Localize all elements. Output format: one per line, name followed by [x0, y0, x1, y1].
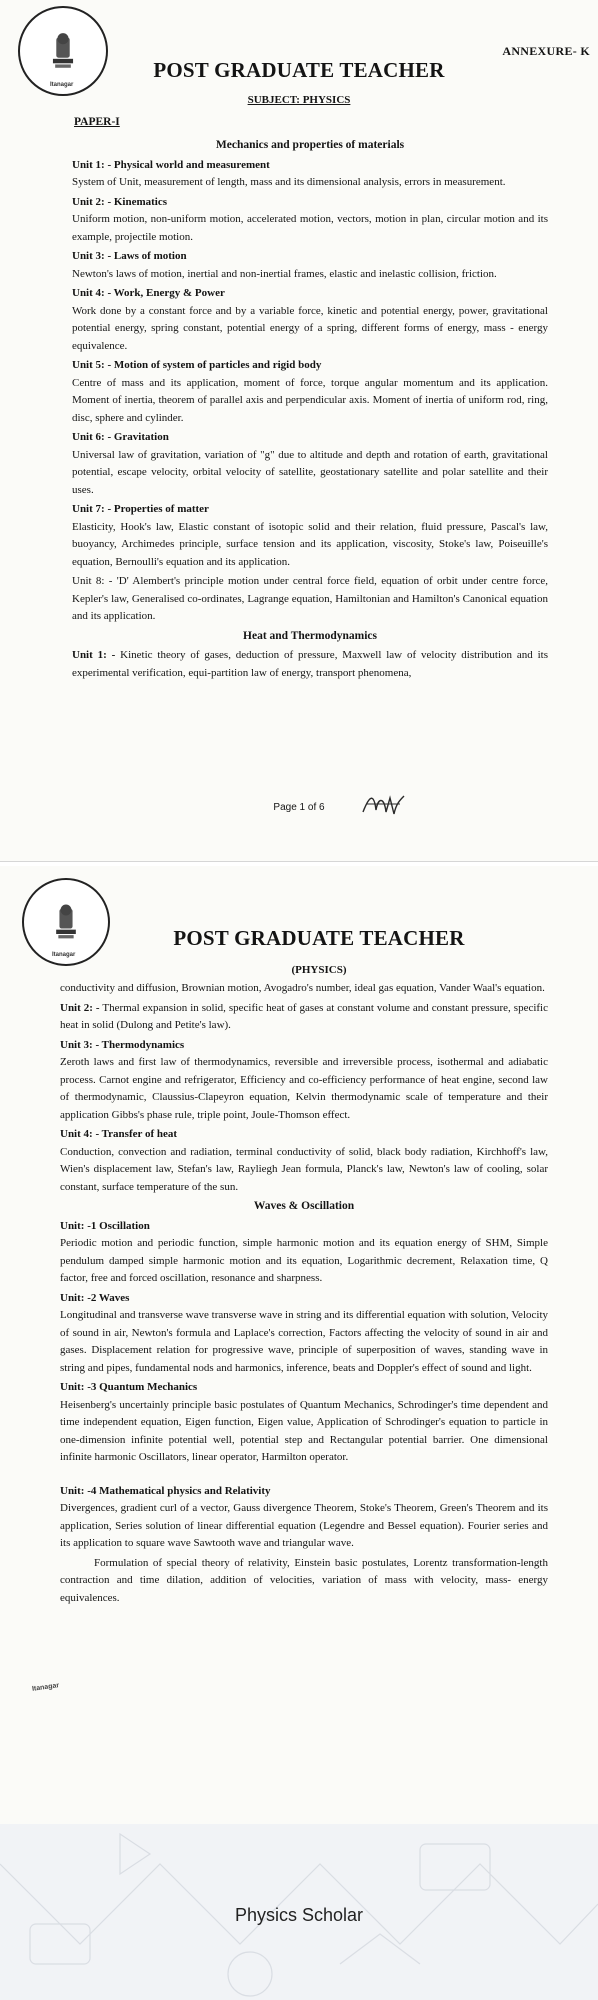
- section-heading: Waves & Oscillation: [253, 1200, 355, 1212]
- unit-body: Divergences, gradient curl of a vector, Gauss divergence Theorem, Stoke's Theorem, Green's Theorem and its application, Series solution of linear differential equation (Legendre and Bessel equation). Fourier series and its application to square wave Sawtooth wave and triangular wave.: [60, 1502, 548, 1549]
- unit-heading: Unit: -4 Mathematical physics and Relativity: [60, 1484, 271, 1497]
- page-title: POST GRADUATE TEACHER: [173, 926, 465, 950]
- annexure-label: ANNEXURE- K: [502, 44, 590, 58]
- paper-label: PAPER-I: [74, 116, 120, 128]
- unit-heading: Unit 4: - Work, Energy & Power: [72, 287, 225, 299]
- unit-heading: Unit 6: - Gravitation: [72, 431, 169, 443]
- continuation-text: conductivity and diffusion, Brownian motion, Avogadro's number, ideal gas equation, Vander Waal's equation.: [60, 982, 545, 994]
- unit-body: Newton's laws of motion, inertial and non-inertial frames, elastic and inelastic collision, friction.: [72, 267, 497, 280]
- unit-body: [72, 647, 548, 682]
- unit-heading: Unit 2: - Kinematics: [72, 195, 168, 208]
- unit-heading: Unit: -2 Waves: [60, 1291, 130, 1304]
- unit-heading: Unit 1: -: [72, 649, 116, 661]
- unit-heading: Unit 1: - Physical world and measurement: [72, 158, 270, 171]
- unit-heading: Unit 3: - Laws of motion: [72, 250, 187, 262]
- subject-heading: (PHYSICS): [291, 964, 347, 976]
- unit-body: [60, 1000, 548, 1035]
- unit-heading: Unit 3: - Thermodynamics: [60, 1038, 185, 1051]
- syllabus-content: [60, 980, 548, 1609]
- seal-city: Itanagar: [50, 82, 74, 88]
- subject-heading: SUBJECT: PHYSICS: [247, 94, 351, 106]
- seal-stamp: Itanagar: [31, 1682, 60, 1693]
- unit-heading: Unit: -3 Quantum Mechanics: [60, 1381, 198, 1393]
- unit-body: Elasticity, Hook's law, Elastic constant of isotopic solid and their relation, fluid pressure, Pascal's law, buoyancy, Archimedes principle, surface tension and its application, viscosity, Stoke's law, Poiseuille's equation, Bernoulli's equation and its application.: [72, 520, 548, 568]
- unit-heading: Unit: -1 Oscillation: [60, 1219, 150, 1232]
- section-heading: Mechanics and properties of materials: [215, 139, 405, 151]
- unit-body: Unit 8: - 'D' Alembert's principle motion under central force field, equation of orbit under centre force, Kepler's law, Generalised co-ordinates, Lagrange equation, Hamiltonian and Hamilton's Canonical equation and its application.: [72, 575, 548, 622]
- document-page-1: [0, 0, 598, 862]
- unit-body: Conduction, convection and radiation, terminal conductivity of solid, black body radiation, Kirchhoff's law, Wien's displacement law, Stefan's law, Rayliegh Jean formula, Planck's law, Newton's law of cooling, solar constant, surface temperature of the sun.: [60, 1145, 548, 1193]
- unit-body: Centre of mass and its application, moment of force, torque angular momentum and its application. Moment of inertia, theorem of parallel axis and perpendicular axis. Moment of inertia of uniform rod, ring, disc, sphere and cylinder.: [72, 376, 548, 424]
- unit-text: Thermal expansion in solid, specific heat of gases at constant volume and constant pressure, specific heat in solid (Dulong and Petite's law).: [60, 1001, 548, 1031]
- page-footer: Page 1 of 6: [273, 802, 325, 813]
- relativity-text: Formulation of special theory of relativity, Einstein basic postulates, Lorentz transformation-length contraction and time dilation, addition of velocities, variation of mass with velocity, mass- energy equivalences.: [60, 1556, 548, 1604]
- unit-body: Zeroth laws and first law of thermodynamics, reversible and irreversible process, isothermal and adiabatic process. Carnot engine and refrigerator, Efficiency and co-efficiency performance of heat engine, second law of thermodynamic, Claussius-Clapeyron equation, Kelvin thermodynamic scale of temperature and their application Gibbs's phase rule, triple point, Joule-Thomson effect.: [60, 1056, 548, 1121]
- unit-body: System of Unit, measurement of length, mass and its dimensional analysis, errors in measurement.: [72, 176, 506, 188]
- page-title: POST GRADUATE TEACHER: [153, 58, 445, 82]
- unit-heading: Unit 5: - Motion of system of particles and rigid body: [72, 359, 322, 371]
- unit-body: Work done by a constant force and by a variable force, kinetic and potential energy, power, gravitational potential energy, spring constant, potential energy of a spring, different forms of energy, mass - energy equivalence.: [72, 304, 548, 352]
- section-heading: Heat and Thermodynamics: [243, 629, 377, 642]
- syllabus-content: [72, 136, 548, 684]
- unit-heading: Unit 2: -: [60, 1001, 100, 1014]
- unit-body: Uniform motion, non-uniform motion, accelerated motion, vectors, motion in plan, circular motion and its example, projectile motion.: [72, 213, 548, 243]
- watermark-label: Physics Scholar: [234, 1905, 364, 1925]
- unit-heading: Unit 4: - Transfer of heat: [60, 1128, 178, 1140]
- signature-icon: [360, 790, 406, 818]
- seal-city: Itanagar: [52, 952, 76, 958]
- unit-body: Periodic motion and periodic function, simple harmonic motion and its equation energy of SHM, Simple pendulum damped simple harmonic motion and its equation, Logarithmic decrement, Relaxation time, Q factor, free and forced oscillation, resonance and sharpness.: [60, 1237, 548, 1284]
- unit-body: Heisenberg's uncertainly principle basic postulates of Quantum Mechanics, Schrodinger's time dependent and time independent equation, Eigen function, Eigen value, Application of Schrodinger's equation to particle in one-dimension infinite potential well, potential step and Rectangular potential barrier. One dimensional infinite harmonic Oscillators, linear operator, Harmilton operator.: [60, 1398, 548, 1463]
- document-page-2: [0, 866, 598, 1824]
- unit-body: Longitudinal and transverse wave transverse wave in string and its differential equation with solution, Velocity of sound in air, Newton's formula and Laplace's correction, Factors affecting the velocity of sound in air and gases. Displacement relation for progressive wave, principle of superposition of waves, standing wave in string and pipes, fundamental nods and harmonics, inference, beats and Doppler's effect of sound and light.: [60, 1309, 548, 1374]
- commission-seal: [22, 878, 110, 966]
- unit-body: Universal law of gravitation, variation of "g" due to altitude and depth and rotation of earth, gravitational potential, escape velocity, orbital velocity of satellite, geostationary satellite and polar satellite and their uses.: [72, 448, 548, 496]
- unit-heading: Unit 7: - Properties of matter: [72, 503, 209, 515]
- unit-text: Kinetic theory of gases, deduction of pressure, Maxwell law of velocity distribution and its experimental verification, equi-partition law of energy, transport phenomena,: [72, 649, 548, 679]
